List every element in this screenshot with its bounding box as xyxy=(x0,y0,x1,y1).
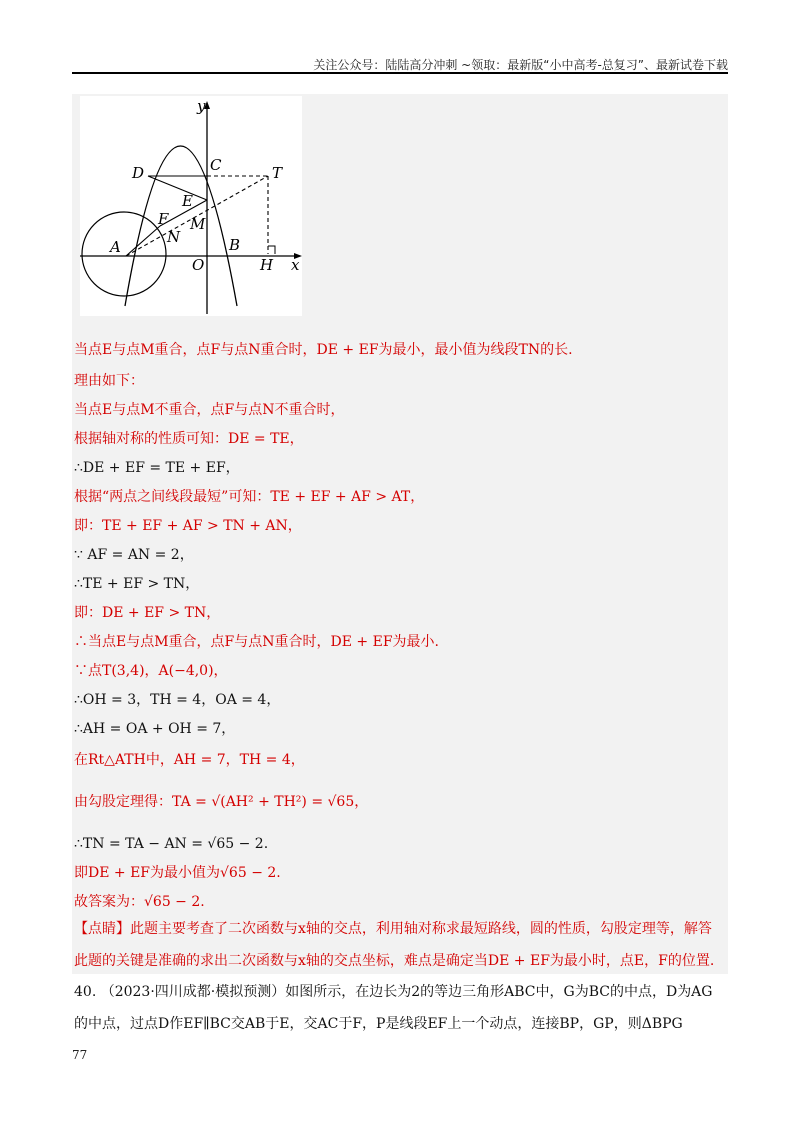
solution-line-8: ∵ AF = AN = 2， xyxy=(74,547,194,563)
solution-line-17: ∴TN = TA − AN = √65 − 2. xyxy=(74,836,269,852)
solution-line-2: 理由如下： xyxy=(74,373,144,389)
label-h: H xyxy=(260,256,274,274)
segment-fa xyxy=(126,226,160,256)
label-m: M xyxy=(190,215,206,233)
solution-line-4: 根据轴对称的性质可知：DE = TE， xyxy=(74,431,304,447)
remark-line-1: 【点睛】此题主要考查了二次函数与x轴的交点，利用轴对称求最短路线，圆的性质，勾股定理等，解答 xyxy=(74,921,712,937)
solution-line-3: 当点E与点M不重合，点F与点N不重合时， xyxy=(74,402,345,418)
label-o: O xyxy=(192,256,205,274)
label-f: F xyxy=(158,210,169,228)
label-x: x xyxy=(291,256,300,274)
circle-a xyxy=(82,212,166,296)
label-n: N xyxy=(167,228,181,246)
solution-line-13: ∴OH = 3，TH = 4，OA = 4， xyxy=(74,692,281,708)
label-c: C xyxy=(210,156,222,174)
remark-line-2: 此题的关键是准确的求出二次函数与x轴的交点坐标，难点是确定当DE + EF为最小时，点E，F的位置. xyxy=(74,953,715,969)
header-rule xyxy=(72,72,728,74)
figure-svg xyxy=(80,96,302,316)
question-40-line-2: 的中点，过点D作EF∥BC交AB于E，交AC于F，P是线段EF上一个动点，连接BP，GP，则ΔBPG xyxy=(74,1016,683,1032)
solution-line-9: ∴TE + EF > TN， xyxy=(74,576,200,592)
solution-line-14: ∴AH = OA + OH = 7， xyxy=(74,721,236,737)
page-header: 关注公众号：陆陆高分冲刺 ~领取：最新版“小中高考-总复习”、最新试卷下载 xyxy=(313,58,728,72)
page-number: 77 xyxy=(72,1048,88,1062)
solution-line-6: 根据“两点之间线段最短”可知：TE + EF + AF > AT， xyxy=(74,489,425,505)
label-e: E xyxy=(182,192,193,210)
solution-line-15: 在Rt△ATH中，AH = 7，TH = 4， xyxy=(74,752,305,768)
solution-line-16: 由勾股定理得：TA = √(AH² + TH²) = √65， xyxy=(74,794,369,810)
label-y: y xyxy=(197,97,206,115)
solution-line-7: 即：TE + EF + AF > TN + AN， xyxy=(74,518,302,534)
label-d: D xyxy=(132,164,145,182)
solution-line-1: 当点E与点M重合，点F与点N重合时，DE + EF为最小，最小值为线段TN的长. xyxy=(74,342,573,358)
right-angle-mark xyxy=(268,246,275,254)
label-a: A xyxy=(110,238,121,256)
solution-line-10: 即：DE + EF > TN， xyxy=(74,605,221,621)
segment-de xyxy=(148,176,207,200)
solution-line-11: ∴当点E与点M重合，点F与点N重合时，DE + EF为最小. xyxy=(74,634,439,650)
solution-line-18: 即DE + EF为最小值为√65 − 2. xyxy=(74,865,281,881)
solution-line-19: 故答案为：√65 − 2. xyxy=(74,894,205,910)
geometry-figure xyxy=(80,96,302,316)
label-b: B xyxy=(229,236,241,254)
solution-line-12: ∵点T(3,4)，A(−4,0)， xyxy=(74,663,228,679)
question-40-line-1: 40. （2023·四川成都·模拟预测）如图所示，在边长为2的等边三角形ABC中，G为BC的中点，D为AG xyxy=(74,984,713,1000)
label-t: T xyxy=(272,164,283,182)
solution-line-5: ∴DE + EF = TE + EF， xyxy=(74,460,240,476)
